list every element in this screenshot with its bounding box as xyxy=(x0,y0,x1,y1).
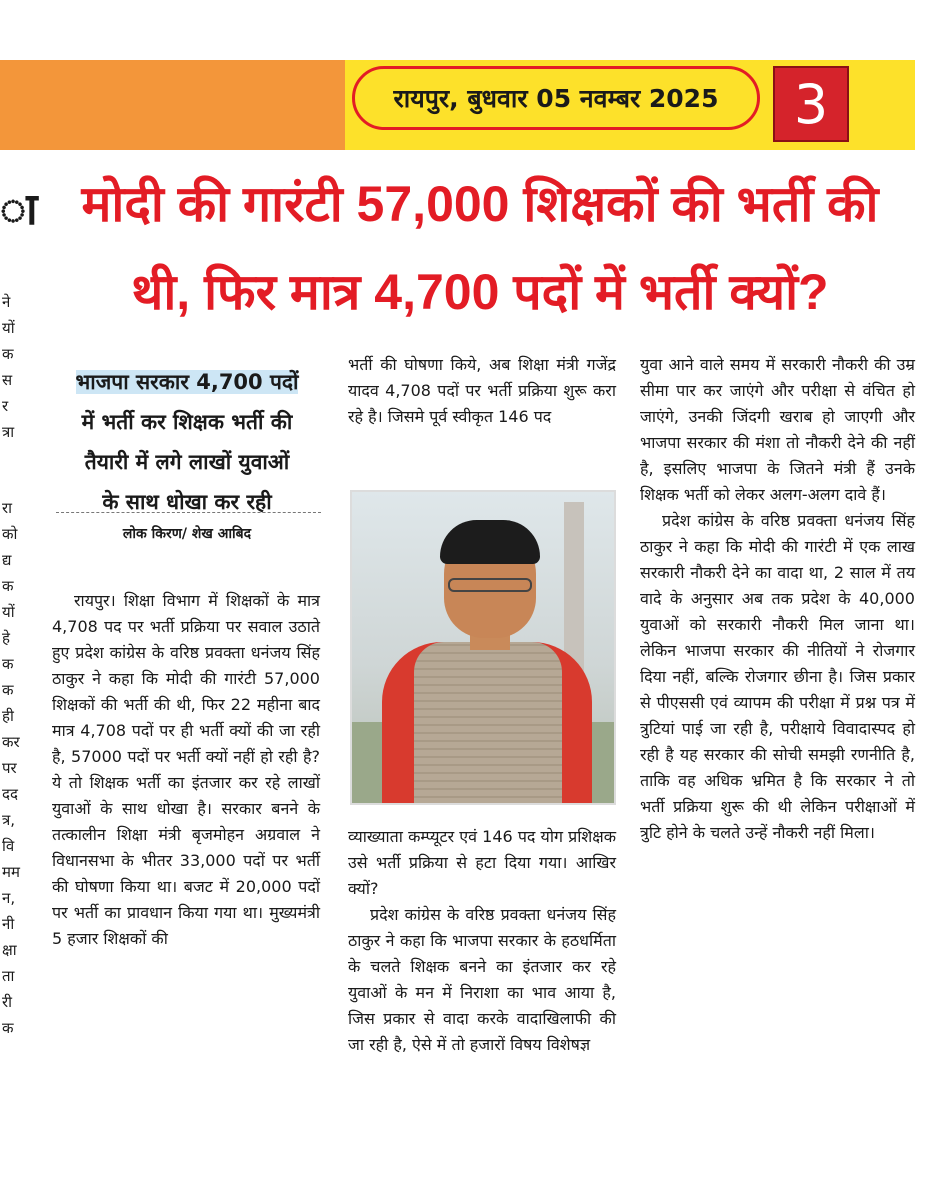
edge-fragment: क xyxy=(2,577,14,595)
column-2-paragraph: भर्ती की घोषणा किये, अब शिक्षा मंत्री गजेंद्र यादव 4,708 पदों पर भर्ती प्रक्रिया शुरू करा रहे है। जिसमे पूर्व स्वीकृत 146 पद xyxy=(348,355,616,426)
subhead-line-4: के साथ धोखा कर रही xyxy=(102,490,272,514)
photo-glasses xyxy=(448,578,532,592)
byline: लोक किरण/ शेख आबिद xyxy=(122,526,252,542)
headline-line-1: मोदी की गारंटी 57,000 शिक्षकों की भर्ती की xyxy=(81,176,879,232)
edge-fragment: यों xyxy=(2,319,15,337)
edge-fragment: रा xyxy=(2,499,13,517)
edge-fragment: स xyxy=(2,371,13,389)
article-column-2-bottom xyxy=(348,824,616,1058)
person-photo xyxy=(350,490,616,805)
edge-fragment: र xyxy=(2,397,9,415)
edge-fragment: को xyxy=(2,525,18,543)
edge-fragment: क xyxy=(2,655,14,673)
edge-fragment: त्रा xyxy=(2,423,15,441)
column-2-paragraph: प्रदेश कांग्रेस के वरिष्ठ प्रवक्ता धनंजय सिंह ठाकुर ने कहा कि भाजपा सरकार के हठधर्मिता के चलते शिक्षक बनने का इंतजार कर रहे युवाओं के मन में निराशा का भाव आया है, जिस प्रकार से वादा करके वादाखिलाफी की जा रही है, ऐसे में तो हजारों विषय विशेषज्ञ xyxy=(348,905,616,1054)
edge-fragment: न, xyxy=(2,889,16,907)
dashed-divider xyxy=(56,512,321,513)
edge-fragment: द्य xyxy=(2,551,12,569)
header-date: रायपुर, बुधवार 05 नवम्बर 2025 xyxy=(352,66,760,130)
edge-fragment: दद xyxy=(2,785,18,803)
edge-fragment: वि xyxy=(2,837,15,855)
photo-hair xyxy=(440,520,540,564)
column-1-paragraph: रायपुर। शिक्षा विभाग में शिक्षकों के मात्र 4,708 पद पर भर्ती प्रक्रिया पर सवाल उठाते हुए प्रदेश कांग्रेस के वरिष्ठ प्रवक्ता धनंजय सिंह ठाकुर ने कहा कि मोदी की गारंटी 57,000 शिक्षकों की भर्ती की थी, फिर 22 महीना बाद मात्र 4,708 पदों पर ही भर्ती क्यों की जा रही है, 57000 पदों पर भर्ती क्यों नहीं हो रही है? ये तो शिक्षक भर्ती का इंतजार कर रहे लाखों युवाओं के साथ धोखा है। सरकार बनने के तत्कालीन शिक्षा मंत्री बृजमोहन अग्रवाल ने विधानसभा के भीतर 33,000 पदों पर भर्ती की घोषणा किया था। बजट में 20,000 पदों पर भर्ती का प्रावधान किया गया था। मुख्यमंत्री 5 हजार शिक्षकों की xyxy=(52,591,320,948)
article-column-3 xyxy=(640,352,915,846)
photo-vest xyxy=(414,642,562,805)
column-3-paragraph: युवा आने वाले समय में सरकारी नौकरी की उम्र सीमा पार कर जाएंगे और परीक्षा से वंचित हो जाएंगे, उनकी जिंदगी खराब हो जाएगी और भाजपा सरकार की मंशा तो नौकरी देने की नहीं है, इसलिए भाजपा के जितने मंत्री हैं उनके शिक्षक भर्ती को लेकर अलग-अलग दावे हैं। xyxy=(640,355,915,504)
edge-fragment: मम xyxy=(2,863,20,881)
article-headline xyxy=(30,160,930,336)
edge-fragment: ही xyxy=(2,707,14,725)
edge-fragment: यों xyxy=(2,603,15,621)
column-2-paragraph: व्याख्याता कम्प्यूटर एवं 146 पद योग प्रशिक्षक उसे भर्ती प्रक्रिया से हटा दिया गया। आखिर क्यों? xyxy=(348,827,616,898)
article-column-2-top xyxy=(348,352,616,430)
edge-fragment: क xyxy=(2,345,14,363)
edge-fragment: हे xyxy=(2,629,10,647)
edge-fragment: त्र, xyxy=(2,811,16,829)
edge-fragment: क्षा xyxy=(2,941,17,959)
edge-fragment: री xyxy=(2,993,13,1011)
subhead-line-3: तैयारी में लगे लाखों युवाओं xyxy=(84,450,290,474)
column-3-paragraph: प्रदेश कांग्रेस के वरिष्ठ प्रवक्ता धनंजय सिंह ठाकुर ने कहा कि मोदी की गारंटी में एक लाख सरकारी नौकरी देने का वादा था, 2 साल में तय वादे के अनुसार अब तक प्रदेश के 40,000 युवाओं को सरकारी नौकरी मिल जाना था। लेकिन भाजपा सरकार की नीतियों ने रोजगार दिया नहीं, बल्कि रोजगार छीना है। जिस प्रकार से पीएससी एवं व्यापम की परीक्षा में प्रश्न पत्र में त्रुटियां पाई जा रही है, परीक्षाये विवादास्पद हो रही है यह सरकार की सोची समझी रणनीति है, ताकि वह अधिक भ्रमित है कि सरकार ने तो भर्ती प्रक्रिया शुरू की थी लेकिन परीक्षाओं में त्रुटि होने के चलते उन्हें नौकरी नहीं मिला। xyxy=(640,511,915,842)
edge-fragment: क xyxy=(2,1019,14,1037)
subhead-line-2: में भर्ती कर शिक्षक भर्ती की xyxy=(81,410,293,434)
edge-fragment: कर xyxy=(2,733,20,751)
subhead-line-1: भाजपा सरकार 4,700 पदों xyxy=(75,370,299,394)
header-band-orange xyxy=(0,60,345,150)
edge-fragment: नी xyxy=(2,915,15,933)
article-column-1 xyxy=(52,588,320,952)
edge-headline-fragment: ा xyxy=(0,184,38,235)
top-margin xyxy=(0,0,942,60)
adjacent-column-edge xyxy=(0,180,38,1200)
article-subheadline xyxy=(52,362,322,522)
headline-line-2: थी, फिर मात्र 4,700 पदों में भर्ती क्यों? xyxy=(131,264,829,320)
page-number: 3 xyxy=(773,66,849,142)
edge-fragment: पर xyxy=(2,759,17,777)
edge-fragment: ने xyxy=(2,293,11,311)
edge-fragment: ता xyxy=(2,967,15,985)
edge-fragment: क xyxy=(2,681,14,699)
